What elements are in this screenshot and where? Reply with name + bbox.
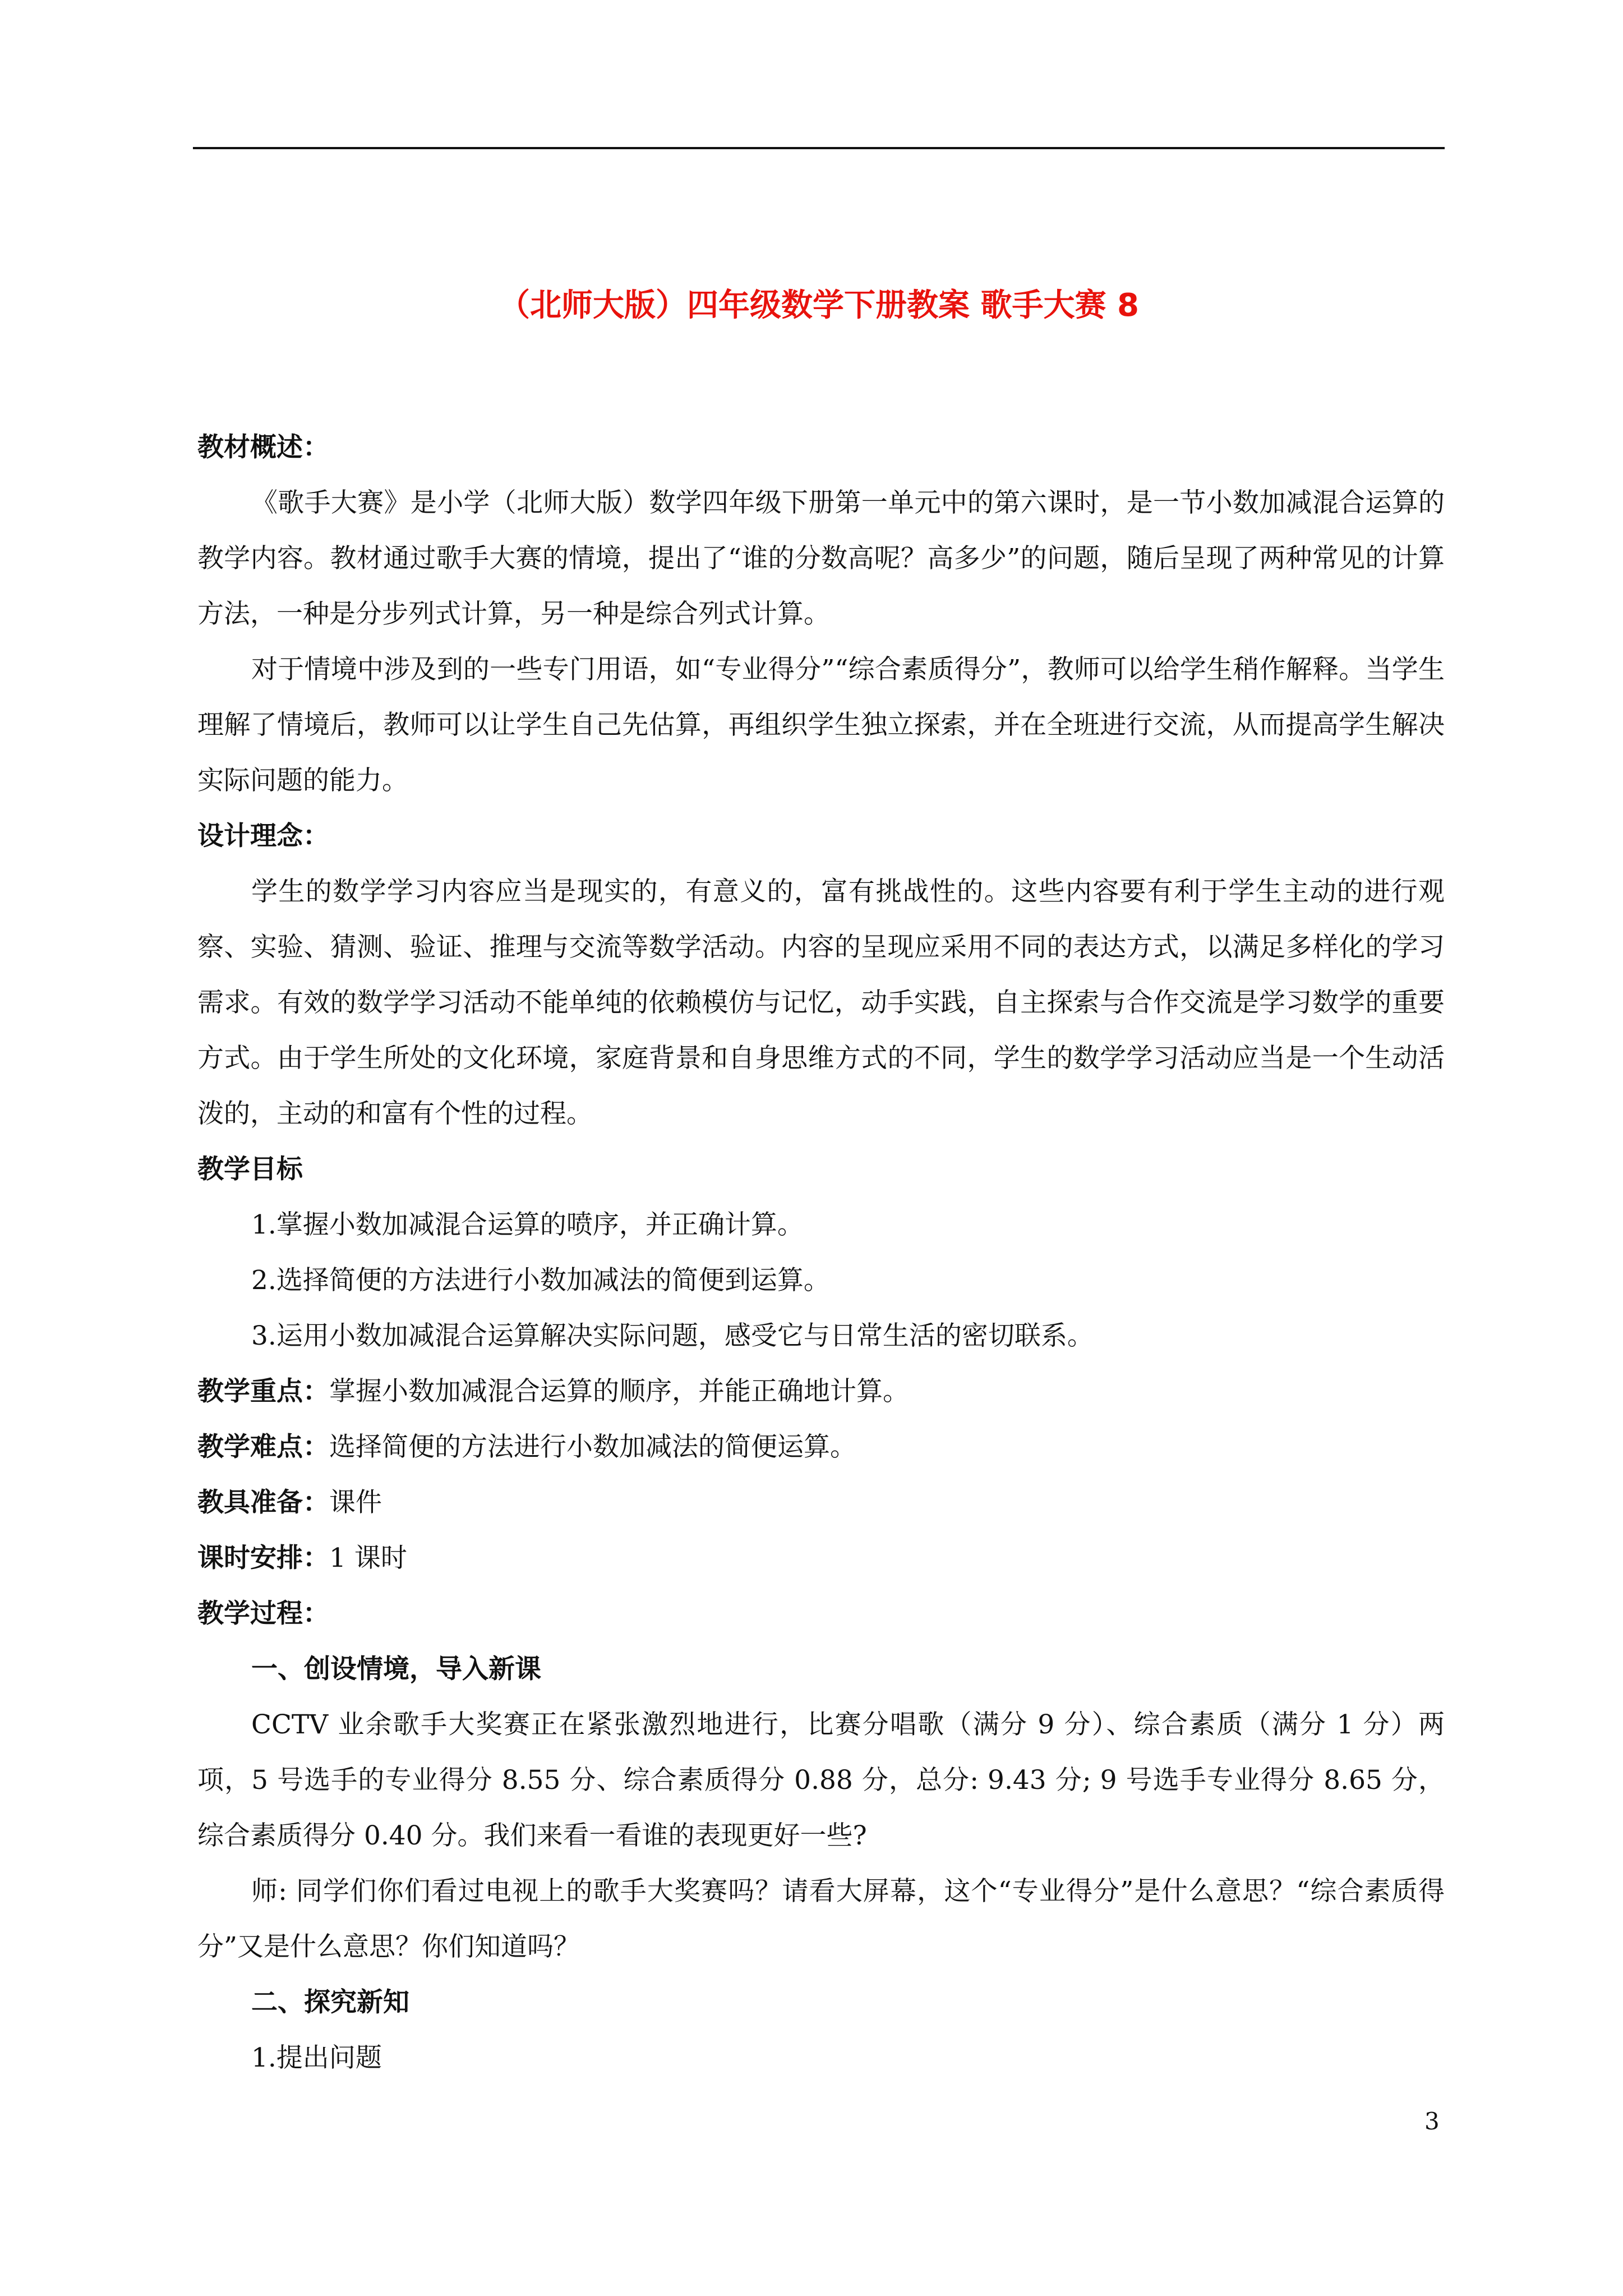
goal-item-2: 2.选择简便的方法进行小数加减法的简便到运算。 [251, 1265, 830, 1296]
section-1-heading: 一、创设情境，导入新课 [251, 1654, 541, 1685]
page-number: 3 [1424, 2108, 1440, 2135]
schedule-line [197, 1530, 1445, 1586]
aids-line [197, 1475, 1445, 1530]
key-point-line [197, 1364, 1445, 1419]
design-heading: 设计理念： [197, 821, 329, 852]
overview-paragraph-2: 对于情境中涉及到的一些专门用语，如“专业得分”“综合素质得分”，教师可以给学生稍作解释。当学生理解了情境后，教师可以让学生自己先估算，再组织学生独立探索，并在全班进行交流，从而提高学生解决实际问题的能力。 [197, 654, 1445, 796]
section-2-item-1: 1.提出问题 [251, 2042, 382, 2073]
overview-paragraph-1: 《歌手大赛》是小学（北师大版）数学四年级下册第一单元中的第六课时，是一节小数加减混合运算的教学内容。教材通过歌手大赛的情境，提出了“谁的分数高呢？高多少”的问题，随后呈现了两种常见的计算方法，一种是分步列式计算，另一种是综合列式计算。 [197, 487, 1445, 629]
key-point-text: 掌握小数加减混合运算的顺序，并能正确地计算。 [329, 1376, 909, 1407]
aids-text: 课件 [329, 1487, 382, 1518]
section-2-heading: 二、探究新知 [251, 1987, 409, 2018]
process-heading: 教学过程： [197, 1598, 329, 1629]
difficulty-line [197, 1419, 1445, 1475]
difficulty-label: 教学难点： [197, 1432, 329, 1462]
key-point-label: 教学重点： [197, 1376, 329, 1407]
goal-item-3: 3.运用小数加减混合运算解决实际问题，感受它与日常生活的密切联系。 [251, 1320, 1094, 1351]
design-paragraph: 学生的数学学习内容应当是现实的，有意义的，富有挑战性的。这些内容要有利于学生主动的进行观察、实验、猜测、验证、推理与交流等数学活动。内容的呈现应采用不同的表达方式，以满足多样化的学习需求。有效的数学学习活动不能单纯的依赖模仿与记忆，动手实践，自主探索与合作交流是学习数学的重要方式。由于学生所处的文化环境，家庭背景和自身思维方式的不同，学生的数学学习活动应当是一个生动活泼的，主动的和富有个性的过程。 [197, 876, 1445, 1129]
document-title: （北师大版）四年级数学下册教案 歌手大赛 8 [499, 287, 1139, 324]
aids-label: 教具准备： [197, 1487, 329, 1518]
document-body [197, 420, 1445, 2086]
schedule-text: 1 课时 [329, 1543, 407, 1573]
header-rule [193, 147, 1445, 149]
schedule-label: 课时安排： [197, 1543, 329, 1573]
goal-item-1: 1.掌握小数加减混合运算的喷序，并正确计算。 [251, 1209, 804, 1240]
difficulty-text: 选择简便的方法进行小数加减法的简便运算。 [329, 1432, 856, 1462]
goals-heading: 教学目标 [197, 1154, 303, 1185]
section-1-paragraph-2: 师: 同学们你们看过电视上的歌手大奖赛吗？请看大屏幕，这个“专业得分”是什么意思？“综合素质得分”又是什么意思？你们知道吗？ [197, 1876, 1445, 1962]
overview-heading: 教材概述： [197, 432, 329, 463]
section-1-paragraph-1: CCTV 业余歌手大奖赛正在紧张激烈地进行，比赛分唱歌（满分 9 分）、综合素质（满分 1 分）两项，5 号选手的专业得分 8.55 分、综合素质得分 0.88 分，总分: 9.43 分; 9 号选手专业得分 8.65 分，综合素质得分 0.40 分。我们来看一看谁的表现更好一些? [197, 1709, 1445, 1851]
